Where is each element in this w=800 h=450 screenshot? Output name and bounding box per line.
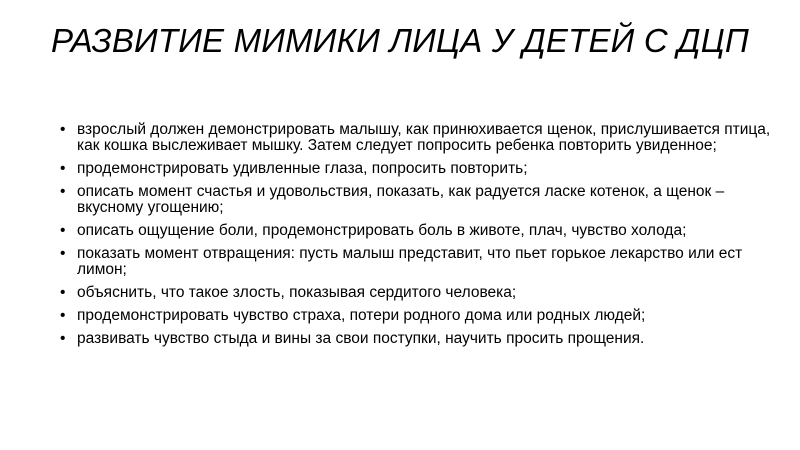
bullet-list [60, 122, 772, 354]
bullet-marker: • [60, 121, 66, 138]
bullet-marker: • [60, 222, 66, 239]
list-item [60, 246, 772, 278]
list-item-text: показать момент отвращения: пусть малыш представит, что пьет горькое лекарство или ест лимон; [77, 245, 743, 278]
list-item-text: продемонстрировать удивленные глаза, попросить повторить; [77, 160, 528, 177]
bullet-marker: • [60, 307, 66, 324]
list-item [60, 308, 772, 324]
list-item-text: описать момент счастья и удовольствия, показать, как радуется ласке котенок, а щенок – вкусному угощению; [77, 183, 725, 216]
list-item-text: взрослый должен демонстрировать малышу, как принюхивается щенок, прислушивается птица, как кошка выслеживает мышку. Затем следует попросить ребенка повторить увиденное; [77, 121, 771, 154]
list-item [60, 184, 772, 216]
list-item [60, 285, 772, 301]
bullet-marker: • [60, 183, 66, 200]
list-item [60, 161, 772, 177]
bullet-marker: • [60, 245, 66, 262]
list-item-text: объяснить, что такое злость, показывая сердитого человека; [77, 284, 517, 301]
bullet-marker: • [60, 284, 66, 301]
bullet-marker: • [60, 330, 66, 347]
list-item-text: развивать чувство стыда и вины за свои поступки, научить просить прощения. [77, 330, 645, 347]
bullet-marker: • [60, 160, 66, 177]
list-item [60, 223, 772, 239]
list-item-text: описать ощущение боли, продемонстрировать боль в животе, плач, чувство холода; [77, 222, 687, 239]
slide-title: РАЗВИТИЕ МИМИКИ ЛИЦА У ДЕТЕЙ С ДЦП [50, 22, 749, 59]
list-item [60, 122, 772, 154]
list-item [60, 331, 772, 347]
list-item-text: продемонстрировать чувство страха, потери родного дома или родных людей; [77, 307, 646, 324]
